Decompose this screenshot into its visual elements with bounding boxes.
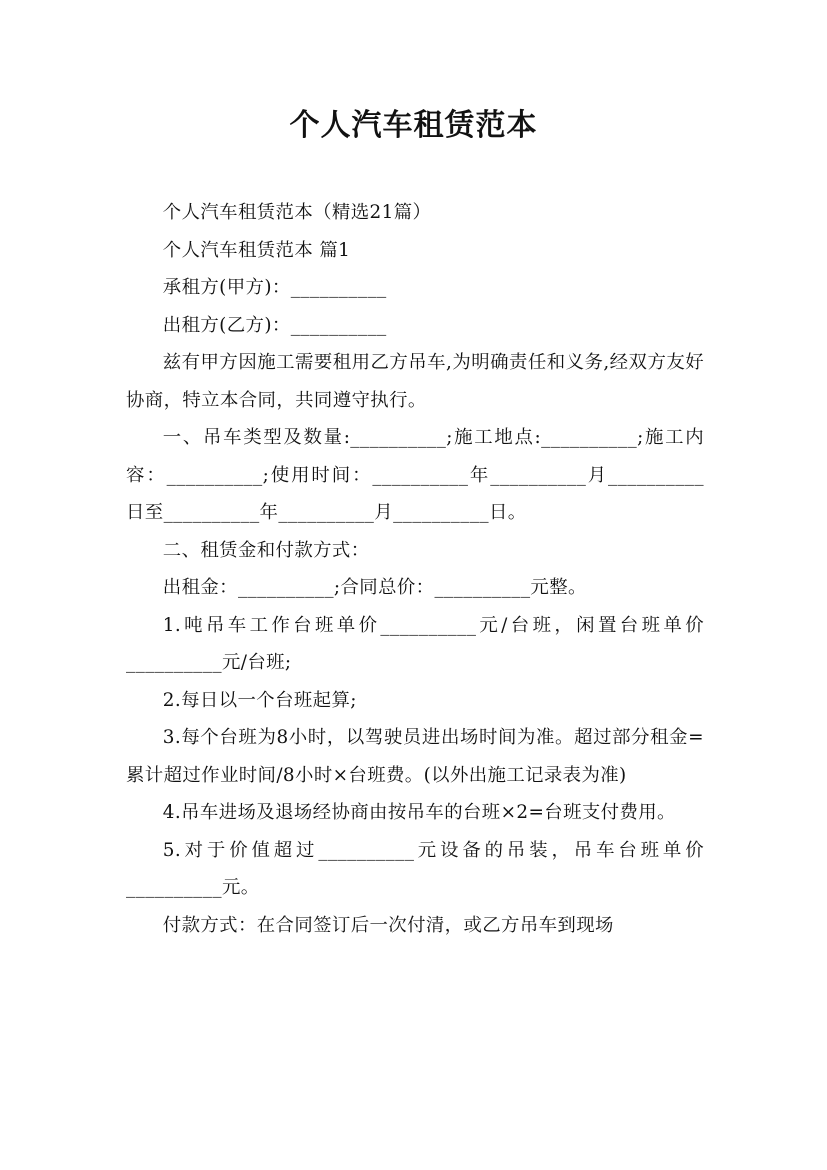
document-title: 个人汽车租赁范本 <box>289 108 538 143</box>
document-body <box>126 194 704 944</box>
paragraph-item-4: 4.吊车进场及退场经协商由按吊车的台班×2=台班支付费用。 <box>162 802 676 823</box>
paragraph-item-1: 1.吨吊车工作台班单价__________元/台班，闲置台班单价__________元/台班; <box>126 614 704 673</box>
paragraph-subtitle: 个人汽车租赁范本（精选21篇） <box>162 202 432 223</box>
paragraph-rent-total: 出租金：__________;合同总价：__________元整。 <box>162 577 587 598</box>
paragraph-payment: 付款方式：在合同签订后一次付清，或乙方吊车到现场 <box>162 914 614 936</box>
paragraph-preamble: 兹有甲方因施工需要租用乙方吊车,为明确责任和义务,经双方友好协商，特立本合同，共同遵守执行。 <box>126 352 704 411</box>
paragraph-section-heading: 个人汽车租赁范本 篇1 <box>162 239 351 261</box>
paragraph-crane-type: 一、吊车类型及数量:__________;施工地点:__________;施工内容：__________;使用时间：__________年__________月__________日至__________年__________月__________日。 <box>126 427 704 523</box>
paragraph-item-2: 2.每日以一个台班起算; <box>162 689 357 711</box>
paragraph-item-3: 3.每个台班为8小时，以驾驶员进出场时间为准。超过部分租金=累计超过作业时间/8小时×台班费。(以外出施工记录表为准) <box>126 727 704 786</box>
paragraph-lessee: 承租方(甲方)：__________ <box>162 277 387 298</box>
paragraph-item-5: 5.对于价值超过__________元设备的吊装，吊车台班单价__________元。 <box>126 839 704 898</box>
paragraph-rent-heading: 二、租赁金和付款方式： <box>162 539 370 561</box>
paragraph-lessor: 出租方(乙方)：__________ <box>162 314 387 336</box>
